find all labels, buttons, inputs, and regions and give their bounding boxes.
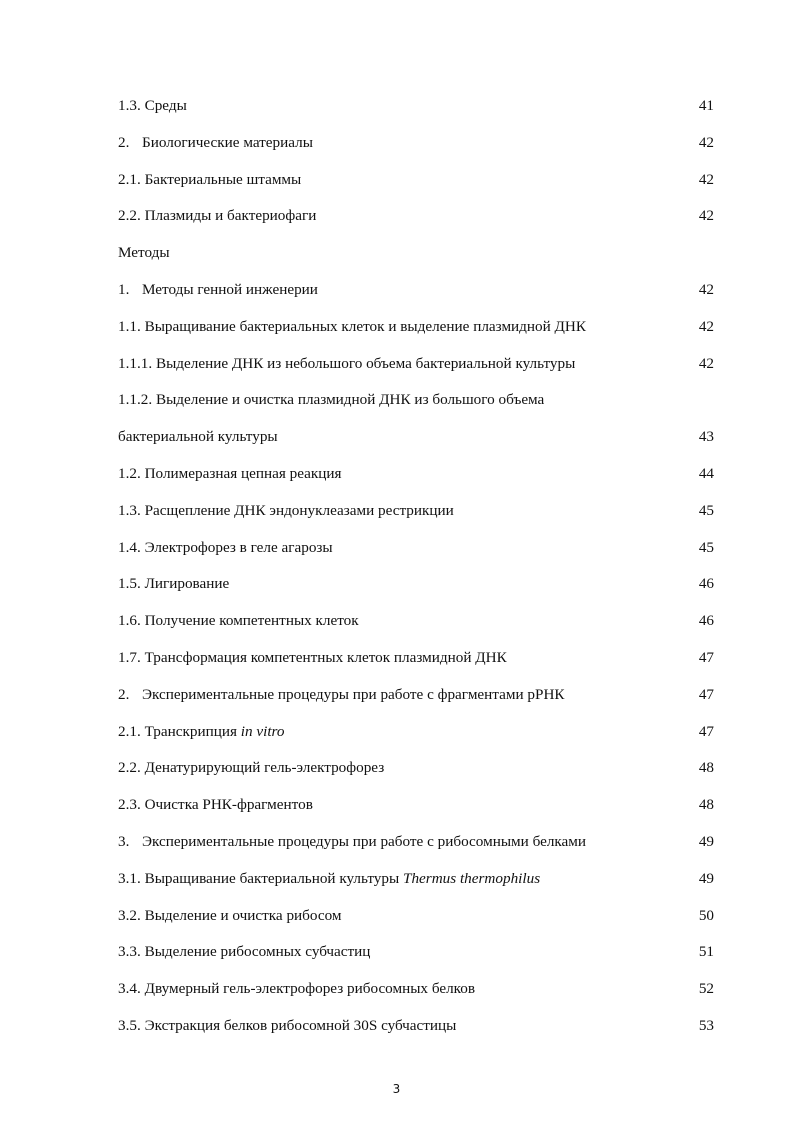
toc-entry-number: 3.5. — [118, 1016, 141, 1034]
toc-entry-title — [118, 865, 540, 893]
toc-entry-number: 2.1. — [118, 722, 141, 740]
toc-entry-text: Плазмиды и бактериофаги — [144, 207, 317, 225]
toc-entry — [118, 92, 714, 129]
toc-entry-text: Двумерный гель-электрофорез рибосомных белков — [144, 980, 476, 998]
toc-entry-page: 47 — [698, 722, 714, 740]
toc-entry-title — [118, 938, 370, 966]
toc-entry-number: 2.3. — [118, 796, 141, 814]
toc-entry — [118, 828, 714, 865]
toc-entry-title — [118, 423, 278, 451]
toc-entry — [118, 276, 714, 313]
toc-entry-page: 42 — [698, 317, 714, 335]
toc-entry-text: Лигирование — [144, 575, 230, 593]
toc-entry-text: Методы — [118, 244, 170, 262]
toc-entry — [118, 460, 714, 497]
toc-entry-text: Трансформация компетентных клеток плазмидной ДНК — [144, 648, 507, 666]
toc-entry-page: 46 — [698, 575, 714, 593]
toc-entry-text: Получение компетентных клеток — [144, 612, 359, 630]
toc-entry-page: 48 — [698, 759, 714, 777]
toc-entry-page: 42 — [698, 170, 714, 188]
toc-entry-page: 46 — [698, 612, 714, 630]
toc-entry-number: 2.2. — [118, 207, 141, 225]
toc-entry-title — [118, 497, 454, 525]
toc-entry-text: Экспериментальные процедуры при работе с рибосомными белками — [142, 832, 587, 850]
toc-entry-number: 3.4. — [118, 980, 141, 998]
toc-entry-italic-text: Thermus thermophilus — [403, 869, 541, 887]
toc-entry-number: 2.1. — [118, 170, 141, 188]
toc-entry-text: Выделение и очистка рибосом — [144, 906, 342, 924]
toc-entry-text: Денатурирующий гель-электрофорез — [144, 759, 385, 777]
toc-entry-number: 1.2. — [118, 464, 141, 482]
toc-entry-page: 41 — [698, 97, 714, 114]
toc-entry-text: Очистка РНК-фрагментов — [144, 796, 313, 814]
table-of-contents — [118, 92, 714, 1049]
toc-entry — [118, 681, 714, 718]
toc-entry — [118, 791, 714, 828]
toc-entry-title — [118, 1012, 456, 1040]
toc-entry — [118, 313, 714, 350]
toc-entry-number: 1.3. — [118, 97, 141, 114]
toc-entry-page: 53 — [698, 1016, 714, 1034]
toc-entry-title — [118, 791, 313, 819]
toc-entry-title — [118, 313, 586, 341]
toc-entry-text: Экстракция белков рибосомной 30S субчастицы — [144, 1016, 457, 1034]
toc-entry-text: Выращивание бактериальной культуры — [144, 869, 403, 887]
toc-entry-page: 42 — [698, 280, 714, 298]
toc-entry-page: 42 — [698, 133, 714, 151]
toc-entry-title — [118, 607, 359, 635]
toc-entry-text: Выделение ДНК из небольшого объема бактериальной культуры — [155, 354, 576, 372]
toc-entry-title — [118, 902, 342, 930]
toc-entry — [118, 754, 714, 791]
toc-entry-title — [118, 166, 301, 194]
toc-entry-number: 1.7. — [118, 648, 141, 666]
toc-entry-page: 49 — [698, 832, 714, 850]
toc-entry-title — [118, 386, 544, 414]
toc-entry-number: 1.5. — [118, 575, 141, 593]
toc-entry-title — [118, 350, 575, 378]
toc-entry — [118, 607, 714, 644]
toc-entry-number: 1.3. — [118, 501, 141, 519]
toc-entry-number: 3.1. — [118, 869, 141, 887]
toc-entry-italic-text: in vitro — [240, 722, 285, 740]
toc-entry — [118, 975, 714, 1012]
toc-entry-number: 3.3. — [118, 943, 141, 961]
toc-entry-page: 43 — [698, 428, 714, 446]
toc-entry-title — [118, 276, 318, 304]
toc-entry-title — [118, 534, 333, 562]
toc-entry-page: 50 — [698, 906, 714, 924]
toc-entry-page: 51 — [698, 943, 714, 961]
toc-entry — [118, 423, 714, 460]
toc-entry-title — [118, 129, 313, 157]
toc-entry — [118, 534, 714, 571]
toc-entry-text: Методы генной инженерии — [142, 280, 318, 298]
toc-entry-number: 1. — [118, 280, 130, 298]
toc-entry-title — [118, 570, 229, 598]
toc-entry-title — [118, 975, 475, 1003]
toc-entry-text: Транскрипция — [144, 722, 241, 740]
toc-entry-page: 48 — [698, 796, 714, 814]
toc-entry-page: 47 — [698, 685, 714, 703]
toc-entry-page: 42 — [698, 207, 714, 225]
toc-entry-title — [118, 460, 342, 488]
toc-entry — [118, 497, 714, 534]
toc-entry-text: Выделение и очистка плазмидной ДНК из большого объема — [155, 391, 545, 409]
toc-entry-page: 45 — [698, 538, 714, 556]
toc-entry-number: 1.4. — [118, 538, 141, 556]
toc-entry-title — [118, 718, 284, 746]
toc-entry — [118, 938, 714, 975]
toc-entry-text: Экспериментальные процедуры при работе с фрагментами рРНК — [142, 685, 565, 703]
toc-entry — [118, 1012, 714, 1049]
toc-entry-number: 1.1. — [118, 317, 141, 335]
toc-entry-text: Полимеразная цепная реакция — [144, 464, 342, 482]
toc-entry-number: 1.6. — [118, 612, 141, 630]
toc-entry — [118, 570, 714, 607]
toc-entry-page: 45 — [698, 501, 714, 519]
toc-entry — [118, 865, 714, 902]
toc-entry-page: 42 — [698, 354, 714, 372]
toc-entry-page: 47 — [698, 648, 714, 666]
toc-entry-text: Биологические материалы — [142, 133, 313, 151]
toc-entry-number: 2.2. — [118, 759, 141, 777]
toc-entry-text: Выделение рибосомных субчастиц — [144, 943, 371, 961]
toc-entry-text: Электрофорез в геле агарозы — [144, 538, 333, 556]
toc-entry-text: Выращивание бактериальных клеток и выделение плазмидной ДНК — [144, 317, 587, 335]
toc-entry-title — [118, 681, 565, 709]
toc-entry — [118, 386, 714, 423]
toc-entry-title — [118, 754, 384, 782]
toc-entry — [118, 644, 714, 681]
toc-entry-number: 2. — [118, 685, 130, 703]
toc-entry — [118, 166, 714, 203]
toc-entry-title — [118, 644, 507, 672]
toc-entry — [118, 129, 714, 166]
toc-entry-number: 2. — [118, 133, 130, 151]
toc-entry-title — [118, 239, 170, 267]
toc-entry-number: 1.1.2. — [118, 391, 153, 409]
toc-entry — [118, 239, 714, 276]
toc-entry-text: Расщепление ДНК эндонуклеазами рестрикции — [144, 501, 454, 519]
toc-entry-number: 3. — [118, 832, 130, 850]
toc-entry-text: бактериальной культуры — [118, 428, 278, 446]
toc-entry-number: 1.1.1. — [118, 354, 153, 372]
toc-entry-text: Среды — [144, 97, 187, 114]
toc-entry-title — [118, 92, 187, 120]
toc-entry-page: 49 — [698, 869, 714, 887]
toc-entry-page: 52 — [698, 980, 714, 998]
toc-entry-text: Бактериальные штаммы — [144, 170, 302, 188]
toc-entry-number: 3.2. — [118, 906, 141, 924]
toc-entry — [118, 202, 714, 239]
toc-entry-title — [118, 828, 586, 856]
toc-entry — [118, 902, 714, 939]
toc-entry — [118, 350, 714, 387]
page-number: 3 — [392, 1082, 401, 1096]
toc-entry — [118, 718, 714, 755]
toc-entry-title — [118, 202, 316, 230]
toc-entry-page: 44 — [698, 464, 714, 482]
